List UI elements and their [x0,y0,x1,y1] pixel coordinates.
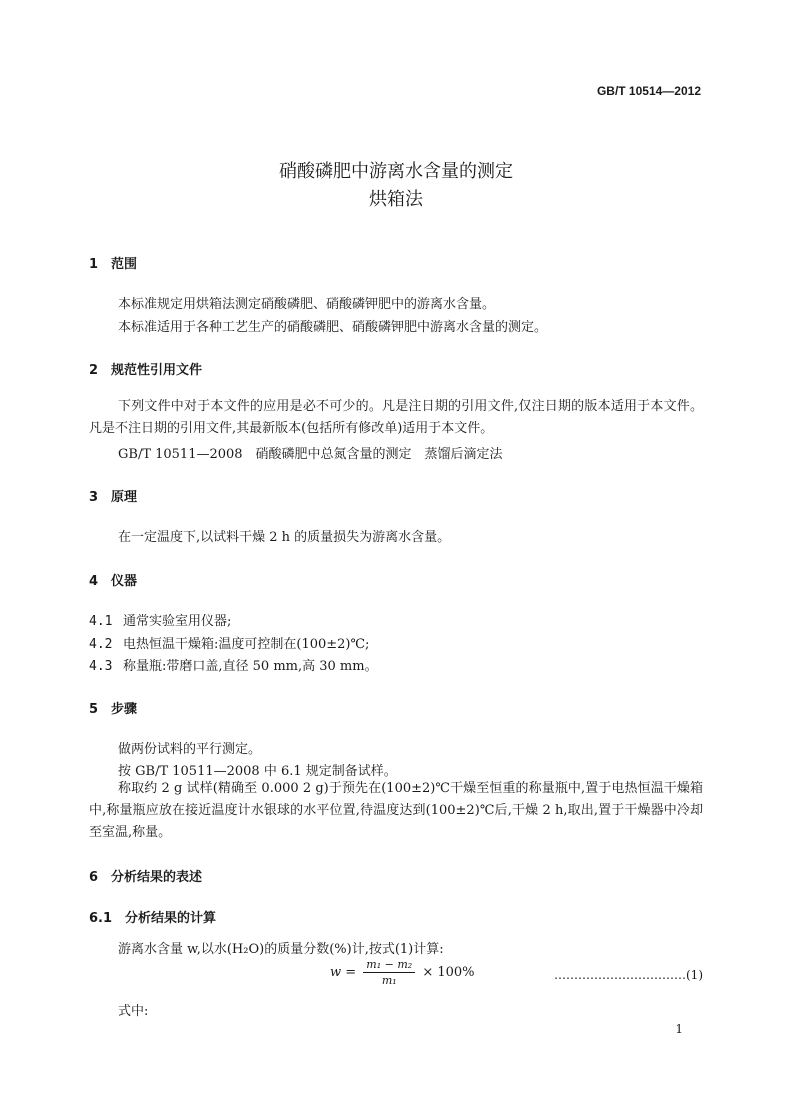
formula-numerator: m₁ − m₂ [363,958,415,973]
item-text: 称量瓶:带磨口盖,直径 50 mm,高 30 mm。 [123,659,378,674]
where-label: 式中: [118,1004,149,1019]
instrument-item [89,633,369,652]
page-number: 1 [675,1022,683,1036]
item-text: 通常实验室用仪器; [123,614,232,629]
formula-lhs: w = [330,965,357,980]
section-4-heading [89,570,137,589]
formula-fraction [363,958,415,987]
subsection-number: 6.1 [89,911,113,926]
document-title: 硝酸磷肥中游离水含量的测定 [279,161,513,182]
standard-number: GB/T 10514—2012 [596,84,701,98]
section-5-paragraph-3: 称取约 2 g 试样(精确至 0.000 2 g)于预先在(100±2)℃干燥至恒重的称量瓶中,置于电热恒温干燥箱中,称量瓶应放在接近温度计水银球的水平位置,待温度达到(100±2)℃后,干燥 2 h,取出,置于干燥器中冷却至室温,称量。 [89,781,703,840]
section-5-paragraph-2: 按 GB/T 10511—2008 中 6.1 规定制备试样。 [118,764,397,779]
section-number: 3 [89,490,99,505]
section-2-heading [89,359,202,378]
equation-number: ……………………………(1) [554,968,703,982]
formula [330,958,475,987]
item-text: 电热恒温干燥箱:温度可控制在(100±2)℃; [123,637,370,652]
section-title: 规范性引用文件 [111,363,203,378]
section-2-paragraph-1: 下列文件中对于本文件的应用是必不可少的。凡是注日期的引用文件,仅注日期的版本适用于本文件。凡是不注日期的引用文件,其最新版本(包括所有修改单)适用于本文件。 [89,399,703,436]
item-number: 4.2 [89,637,113,652]
section-number: 2 [89,363,99,378]
formula-rhs: × 100% [422,965,475,980]
calculation-intro: 游离水含量 w,以水(H₂O)的质量分数(%)计,按式(1)计算: [118,942,444,957]
item-number: 4.1 [89,614,113,629]
normative-reference: GB/T 10511—2008 硝酸磷肥中总氮含量的测定 蒸馏后滴定法 [118,447,503,462]
item-number: 4.3 [89,659,113,674]
document-subtitle: 烘箱法 [369,189,423,210]
section-6-heading [89,866,202,885]
section-number: 4 [89,574,99,589]
formula-denominator: m₁ [381,974,397,987]
section-number: 1 [89,257,99,272]
instrument-item [89,610,231,629]
section-title: 范围 [111,257,138,272]
section-5-heading [89,698,137,717]
section-number: 5 [89,702,99,717]
section-1-paragraph-2: 本标准适用于各种工艺生产的硝酸磷肥、硝酸磷钾肥中游离水含量的测定。 [118,320,548,335]
section-3-paragraph-1: 在一定温度下,以试料干燥 2 h 的质量损失为游离水含量。 [118,530,451,545]
subsection-6-1-heading [89,907,216,926]
section-1-heading [89,253,137,272]
subsection-title: 分析结果的计算 [125,911,217,926]
section-number: 6 [89,870,99,885]
section-5-paragraph-1: 做两份试料的平行测定。 [118,742,262,757]
section-title: 分析结果的表述 [111,870,203,885]
section-title: 原理 [111,490,138,505]
section-1-paragraph-1: 本标准规定用烘箱法测定硝酸磷肥、硝酸磷钾肥中的游离水含量。 [118,297,496,312]
instrument-item [89,655,378,674]
section-title: 仪器 [111,574,138,589]
section-title: 步骤 [111,702,138,717]
section-3-heading [89,486,137,505]
